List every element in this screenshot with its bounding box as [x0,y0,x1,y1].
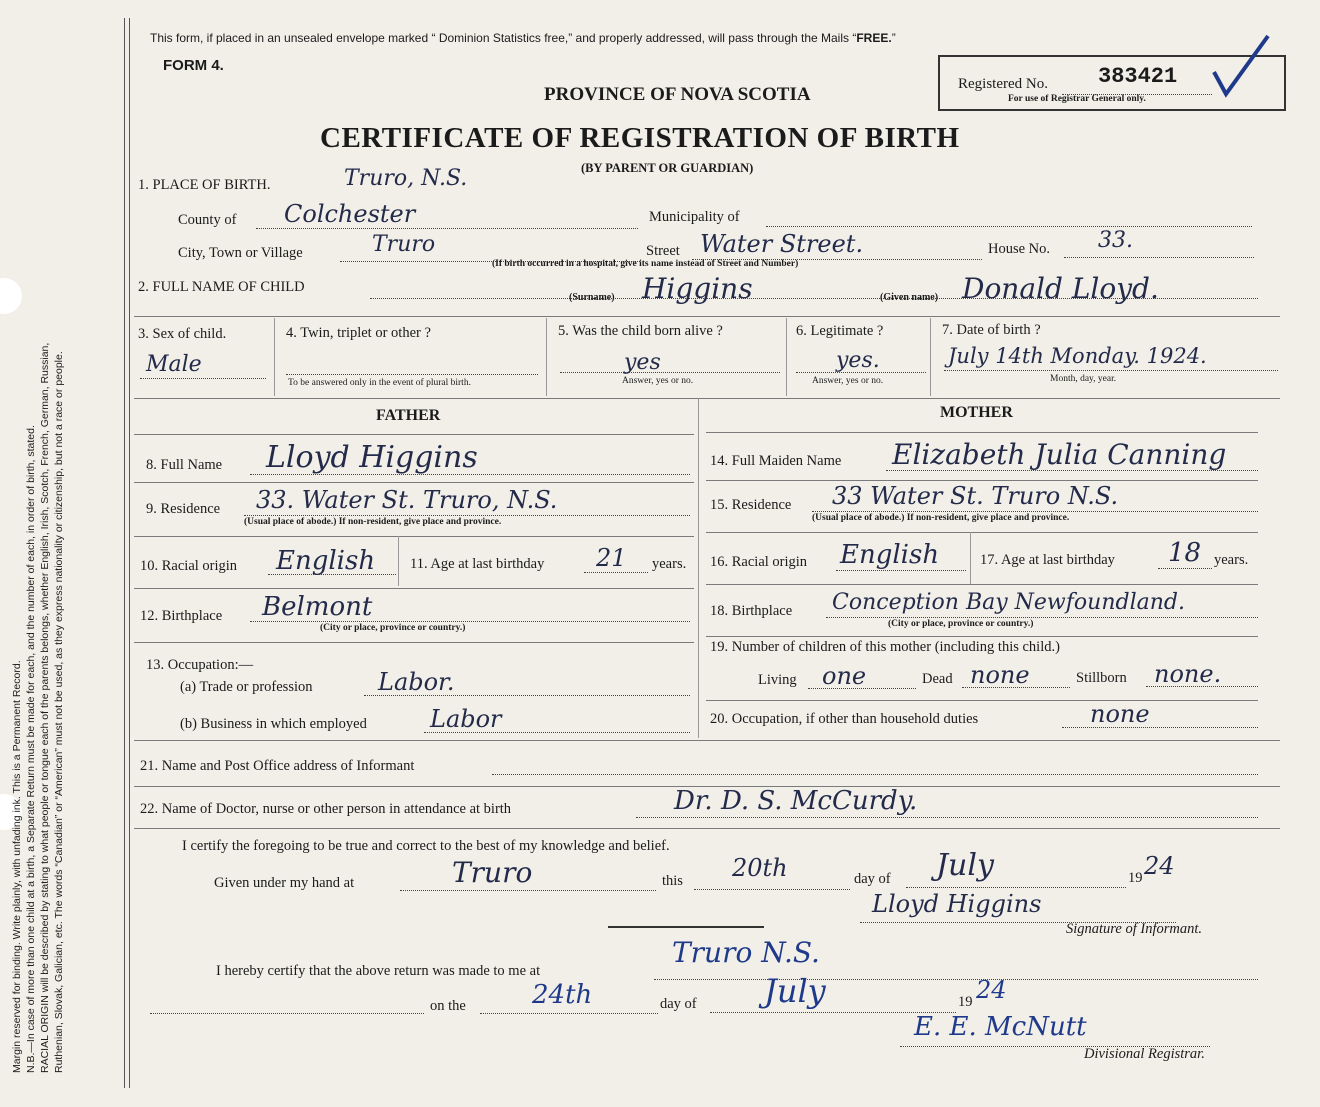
mother-rule-5 [706,636,1258,637]
mother-residence-label: 15. Residence [710,497,792,513]
children-label: 19. Number of children of this mother (including this child.) [710,639,1060,655]
surname-label: (Surname) [569,292,615,303]
row-rule-5 [134,828,1280,829]
mother-years-label: years. [1214,552,1249,568]
hospital-note: (If birth occurred in a hospital, give its name instead of Street and Number) [492,259,799,269]
given-month-value: July [936,848,994,883]
divisional-registrar-label: Divisional Registrar. [1084,1046,1205,1062]
given-name-value: Donald Lloyd. [962,272,1159,305]
registrar-note: For use of Registrar General only. [1008,94,1146,104]
county-value: Colchester [284,200,416,228]
col-div-1 [274,318,275,396]
mother-rule-4 [706,584,1258,585]
legitimate-note: Answer, yes or no. [812,376,884,386]
doctor-line [636,817,1258,818]
date-of-birth-line [944,370,1278,371]
returned-month-value: July [764,972,826,1010]
on-the-label: on the [430,998,466,1014]
mother-racial-divider [970,532,971,584]
mother-rule-2 [706,480,1258,481]
father-years-label: years. [652,556,687,572]
mother-birthplace-value: Conception Bay Newfoundland. [832,590,1185,615]
born-alive-label: 5. Was the child born alive ? [558,323,723,339]
occupation-label: 13. Occupation:— [146,657,254,673]
margin-note-3: RACIAL ORIGIN will be described by stating to what people or tongue each of the parents belongs, whether English, Irish, Scotch, French, German, Russian, [39,342,51,1073]
dead-value: none [970,661,1030,689]
row-rule-3 [134,740,1280,741]
mother-name-label: 14. Full Maiden Name [710,453,842,469]
margin-note-2: N.B.—In case of more than one child at a birth, a Separate Return must be made for each, and the number of each, in order of birth, stated. [25,425,37,1073]
registered-number: 383421 [1098,64,1178,89]
col-div-4 [930,318,931,396]
informant-signature: Lloyd Higgins [872,890,1042,918]
house-no-value: 33. [1098,228,1133,253]
mother-name-value: Elizabeth Julia Canning [892,438,1227,471]
father-name-value: Lloyd Higgins [266,440,478,475]
mother-age-label: 17. Age at last birthday [980,552,1115,568]
father-rule-1 [134,434,694,435]
mother-residence-line [812,511,1258,512]
living-value: one [822,662,867,690]
father-birthplace-label: 12. Birthplace [140,608,223,624]
margin-rule-2 [129,18,130,1088]
given-month-line [906,887,1126,888]
father-racial-label: 10. Racial origin [140,558,238,574]
margin-rule [124,18,125,1088]
business-label: (b) Business in which employed [180,716,367,732]
mother-abode-note: (Usual place of abode.) If non-resident, give place and province. [812,513,1070,523]
doctor-value: Dr. D. S. McCurdy. [674,786,918,816]
given-year-value: 24 [1144,852,1175,880]
place-of-birth-value: Truro, N.S. [344,166,468,191]
mother-racial-value: English [840,540,940,570]
on-the-leading-line [150,1013,424,1014]
stillborn-value: none. [1154,660,1222,688]
father-residence-label: 9. Residence [146,501,221,517]
this-label: this [662,873,683,889]
form-number: FORM 4. [163,57,224,74]
day-of-label-2: day of [660,996,697,1012]
legitimate-label: 6. Legitimate ? [796,323,884,339]
registered-label: Registered No. [958,76,1048,92]
given-day-value: 20th [732,854,788,882]
hereby-label: I hereby certify that the above return was made to me at [216,963,541,979]
born-alive-note: Answer, yes or no. [622,376,694,386]
county-line [256,228,638,229]
returned-at-value: Truro N.S. [672,936,820,969]
father-name-label: 8. Full Name [146,457,223,473]
father-rule-5 [134,642,694,643]
year-prefix-2: 19 [958,994,973,1010]
certificate-title: CERTIFICATE OF REGISTRATION OF BIRTH [320,122,960,154]
date-of-birth-value: July 14th Monday. 1924. [948,344,1207,368]
certify-text: I certify the foregoing to be true and correct to the best of my knowledge and belief. [182,838,670,854]
row-rule-2 [134,398,1280,399]
father-heading: FATHER [376,407,441,424]
mother-age-value: 18 [1168,538,1202,568]
separator-rule [608,926,764,928]
sex-value: Male [146,352,202,377]
stillborn-label: Stillborn [1076,670,1127,686]
year-prefix: 19 [1128,870,1143,886]
informant-line [492,774,1258,775]
mother-racial-line [836,570,966,571]
place-of-birth-label: 1. PLACE OF BIRTH. [138,177,271,193]
given-at-value: Truro [452,856,533,889]
living-label: Living [758,672,797,688]
full-name-child-label: 2. FULL NAME OF CHILD [138,279,305,295]
father-rule-2 [134,482,694,483]
mother-residence-value: 33 Water St. Truro N.S. [832,482,1119,510]
margin-note-4: Ruthenian, Slovak, Galician, etc. The words “Canadian” or “American” must not be used, as they express nationality or citizenship, but not a race or people. [53,351,65,1073]
returned-at-line [654,979,1258,980]
mother-occupation-value: none [1090,700,1150,728]
city-value: Truro [372,232,436,257]
given-at-line [400,890,656,891]
twin-note: To be answered only in the event of plural birth. [288,378,471,388]
given-day-line [694,889,850,890]
mail-notice: This form, if placed in an unsealed envelope marked “ Dominion Statistics free,” and properly addressed, will pass through the Mails “FREE.” [150,31,896,45]
col-div-3 [786,318,787,396]
sex-line [140,378,266,379]
date-of-birth-label: 7. Date of birth ? [942,322,1041,338]
returned-day-value: 24th [532,980,593,1010]
row-rule-1 [134,316,1280,317]
surname-value: Higgins [642,272,753,305]
sex-label: 3. Sex of child. [138,326,227,342]
province-heading: PROVINCE OF NOVA SCOTIA [544,84,811,105]
trade-value: Labor. [378,668,455,696]
mother-rule-3 [706,532,1258,533]
dead-label: Dead [922,671,953,687]
given-name-label: (Given name) [880,292,939,303]
trade-label: (a) Trade or profession [180,679,313,695]
father-age-line [584,572,648,573]
mother-birthplace-line [826,617,1258,618]
certificate-subtitle: (BY PARENT OR GUARDIAN) [581,161,754,175]
father-racial-divider [398,536,399,586]
father-residence-value: 33. Water St. Truro, N.S. [256,486,558,514]
house-no-label: House No. [988,241,1051,257]
col-div-2 [546,318,547,396]
twin-label: 4. Twin, triplet or other ? [286,325,431,341]
signature-informant-label: Signature of Informant. [1066,921,1203,937]
returned-year-value: 24 [976,976,1007,1004]
municipality-line [766,226,1252,227]
father-birthplace-note: (City or place, province or country.) [320,623,466,633]
street-value: Water Street. [700,230,864,258]
registrar-signature: E. E. McNutt [914,1012,1087,1042]
city-label: City, Town or Village [178,245,303,261]
father-racial-value: English [276,546,376,576]
county-label: County of [178,212,237,228]
informant-label: 21. Name and Post Office address of Informant [140,758,415,774]
day-of-label: day of [854,871,891,887]
given-under-label: Given under my hand at [214,875,355,891]
margin-note-1: Margin reserved for binding. Write plainly, with unfading ink. This is a Permanent Record. [11,660,23,1073]
father-rule-3 [134,536,694,537]
parents-divider [698,398,699,738]
born-alive-line [560,372,780,373]
father-residence-line [244,515,690,516]
mother-rule-6 [706,700,1258,701]
father-birthplace-value: Belmont [262,592,373,622]
business-value: Labor [430,705,502,733]
mother-occupation-label: 20. Occupation, if other than household duties [710,711,979,727]
mother-heading: MOTHER [940,404,1013,421]
mother-rule-1 [706,432,1258,433]
mother-racial-label: 16. Racial origin [710,554,808,570]
mother-age-line [1158,568,1212,569]
house-no-line [1064,257,1254,258]
margin-notes [10,73,66,1073]
check-mark-icon [1210,32,1272,102]
date-of-birth-note: Month, day, year. [1050,374,1117,384]
street-label: Street [646,243,680,259]
twin-line [286,374,538,375]
municipality-label: Municipality of [649,209,740,225]
father-rule-4 [134,588,694,589]
father-age-label: 11. Age at last birthday [410,556,545,572]
legitimate-value: yes. [836,348,880,373]
mother-birthplace-label: 18. Birthplace [710,603,793,619]
born-alive-value: yes [624,350,661,375]
father-age-value: 21 [596,544,627,572]
returned-day-line [480,1013,658,1014]
father-abode-note: (Usual place of abode.) If non-resident, give place and province. [244,517,502,527]
mother-birthplace-note: (City or place, province or country.) [888,619,1034,629]
doctor-label: 22. Name of Doctor, nurse or other person in attendance at birth [140,801,512,817]
